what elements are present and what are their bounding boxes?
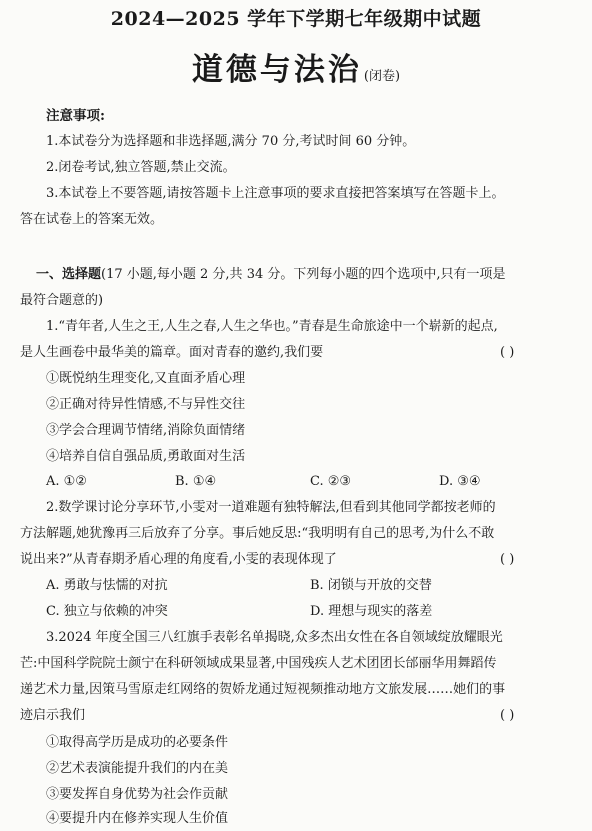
q3-stem-line-1: 3.2024 年度全国三八红旗手表彰名单揭晓,众多杰出女性在各自领域绽放耀眼光 — [46, 630, 503, 645]
q3-stem-line-2: 芒:中国科学院院士颜宁在科研领域成果显著,中国残疾人艺术团团长邰丽华用舞蹈传 — [20, 656, 497, 671]
subject-note: (闭卷) — [363, 69, 401, 84]
q3-statement-1: ①取得高学历是成功的必要条件 — [46, 735, 229, 750]
q2-answer-paren: ( ) — [500, 552, 515, 567]
q1-stem-line-1: 1.“青年者,人生之王,人生之春,人生之华也。”青春是生命旅途中一个崭新的起点, — [46, 319, 498, 334]
q3-answer-paren: ( ) — [500, 708, 515, 723]
section-1-heading: 一、选择题 — [36, 267, 102, 282]
q3-stem-line-4: 迹启示我们 — [20, 708, 86, 723]
q3-stem-line-3: 递艺术力量,因策马雪原走红网络的贺娇龙通过短视频推动地方文旅发展……她们的事 — [20, 682, 506, 697]
q2-option-b: B. 闭锁与开放的交替 — [310, 578, 432, 593]
q2-option-a: A. 勇敢与怯懦的对抗 — [46, 578, 168, 593]
q3-statement-2: ②艺术表演能提升我们的内在美 — [46, 761, 229, 776]
q1-statement-3: ③学会合理调节情绪,消除负面情绪 — [46, 423, 246, 438]
notice-item-3-line-1: 3.本试卷上不要答题,请按答题卡上注意事项的要求直接把答案填写在答题卡上。 — [46, 186, 505, 201]
notice-heading: 注意事项: — [46, 108, 105, 124]
notice-item-2: 2.闭卷考试,独立答题,禁止交流。 — [46, 160, 236, 175]
q1-option-a: A. ①② — [46, 474, 87, 489]
q1-answer-paren: ( ) — [500, 345, 515, 360]
q1-option-d: D. ③④ — [439, 474, 481, 489]
q3-statement-4: ④要提升内在修养实现人生价值 — [46, 811, 229, 826]
q3-statement-3: ③要发挥自身优势为社会作贡献 — [46, 787, 229, 802]
notice-item-3-line-2: 答在试卷上的答案无效。 — [20, 212, 164, 227]
exam-title: 2024—2025 学年下学期七年级期中试题 — [110, 8, 482, 30]
q2-stem-line-3: 说出来?”从青春期矛盾心理的角度看,小雯的表现体现了 — [20, 552, 337, 567]
q2-option-c: C. 独立与依赖的冲突 — [46, 604, 168, 619]
section-1-desc-line-1: (17 小题,每小题 2 分,共 34 分。下列每小题的四个选项中,只有一项是 — [101, 267, 506, 282]
subject-title: 道德与法治 — [191, 52, 362, 88]
q1-statement-1: ①既悦纳生理变化,又直面矛盾心理 — [46, 371, 246, 386]
q1-stem-line-2: 是人生画卷中最华美的篇章。面对青春的邀约,我们要 — [20, 345, 324, 360]
q2-option-d: D. 理想与现实的落差 — [310, 604, 433, 619]
q2-stem-line-1: 2.数学课讨论分享环节,小雯对一道难题有独特解法,但看到其他同学都按老师的 — [46, 500, 496, 515]
q2-stem-line-2: 方法解题,她犹豫再三后放弃了分享。事后她反思:“我明明有自己的思考,为什么不敢 — [20, 526, 495, 541]
q1-statement-4: ④培养自信自强品质,勇敢面对生活 — [46, 449, 246, 464]
subject-heading — [0, 44, 592, 89]
notice-item-1: 1.本试卷分为选择题和非选择题,满分 70 分,考试时间 60 分钟。 — [46, 134, 416, 149]
section-1-desc-line-2: 最符合题意的) — [20, 293, 104, 308]
q1-statement-2: ②正确对待异性情感,不与异性交往 — [46, 397, 246, 412]
q1-option-c: C. ②③ — [310, 474, 352, 489]
section-1-header — [36, 267, 506, 283]
q1-option-b: B. ①④ — [175, 474, 217, 489]
